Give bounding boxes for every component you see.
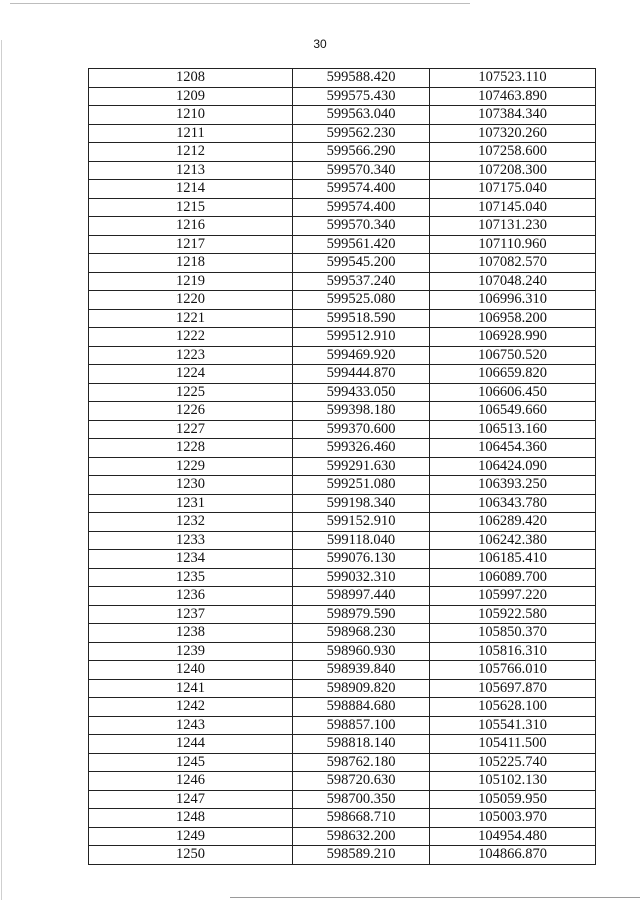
x-coordinate-cell: 599563.040: [293, 106, 430, 125]
table-row: [89, 143, 596, 162]
y-coordinate-cell: 106289.420: [430, 513, 596, 532]
y-coordinate-cell: 104866.870: [430, 846, 596, 865]
scan-edge-bottom: [230, 897, 640, 898]
x-coordinate-cell: 599152.910: [293, 513, 430, 532]
table-row: [89, 365, 596, 384]
coordinates-table-body: [89, 69, 596, 865]
x-coordinate-cell: 599118.040: [293, 531, 430, 550]
point-number-cell: 1212: [89, 143, 293, 162]
x-coordinate-cell: 599433.050: [293, 383, 430, 402]
table-row: [89, 457, 596, 476]
table-row: [89, 402, 596, 421]
y-coordinate-cell: 107175.040: [430, 180, 596, 199]
table-row: [89, 328, 596, 347]
x-coordinate-cell: 599566.290: [293, 143, 430, 162]
y-coordinate-cell: 105922.580: [430, 605, 596, 624]
x-coordinate-cell: 599469.920: [293, 346, 430, 365]
x-coordinate-cell: 599561.420: [293, 235, 430, 254]
x-coordinate-cell: 599251.080: [293, 476, 430, 495]
point-number-cell: 1240: [89, 661, 293, 680]
y-coordinate-cell: 105225.740: [430, 753, 596, 772]
coordinates-table: [88, 68, 596, 865]
y-coordinate-cell: 106549.660: [430, 402, 596, 421]
scan-edge-top: [10, 3, 470, 4]
x-coordinate-cell: 598884.680: [293, 698, 430, 717]
x-coordinate-cell: 599444.870: [293, 365, 430, 384]
x-coordinate-cell: 599076.130: [293, 550, 430, 569]
table-row: [89, 346, 596, 365]
y-coordinate-cell: 107523.110: [430, 69, 596, 88]
y-coordinate-cell: 105541.310: [430, 716, 596, 735]
y-coordinate-cell: 105628.100: [430, 698, 596, 717]
table-row: [89, 753, 596, 772]
table-row: [89, 217, 596, 236]
point-number-cell: 1213: [89, 161, 293, 180]
x-coordinate-cell: 599588.420: [293, 69, 430, 88]
x-coordinate-cell: 598909.820: [293, 679, 430, 698]
y-coordinate-cell: 106242.380: [430, 531, 596, 550]
y-coordinate-cell: 106424.090: [430, 457, 596, 476]
table-row: [89, 291, 596, 310]
x-coordinate-cell: 599562.230: [293, 124, 430, 143]
point-number-cell: 1227: [89, 420, 293, 439]
point-number-cell: 1238: [89, 624, 293, 643]
y-coordinate-cell: 105766.010: [430, 661, 596, 680]
point-number-cell: 1217: [89, 235, 293, 254]
point-number-cell: 1247: [89, 790, 293, 809]
point-number-cell: 1226: [89, 402, 293, 421]
point-number-cell: 1214: [89, 180, 293, 199]
point-number-cell: 1239: [89, 642, 293, 661]
point-number-cell: 1209: [89, 87, 293, 106]
table-row: [89, 568, 596, 587]
x-coordinate-cell: 598632.200: [293, 827, 430, 846]
table-row: [89, 624, 596, 643]
table-row: [89, 161, 596, 180]
y-coordinate-cell: 107145.040: [430, 198, 596, 217]
table-row: [89, 661, 596, 680]
y-coordinate-cell: 106343.780: [430, 494, 596, 513]
point-number-cell: 1211: [89, 124, 293, 143]
y-coordinate-cell: 105411.500: [430, 735, 596, 754]
table-row: [89, 69, 596, 88]
table-row: [89, 476, 596, 495]
table-row: [89, 550, 596, 569]
table-row: [89, 846, 596, 865]
y-coordinate-cell: 105997.220: [430, 587, 596, 606]
point-number-cell: 1229: [89, 457, 293, 476]
y-coordinate-cell: 105102.130: [430, 772, 596, 791]
y-coordinate-cell: 107110.960: [430, 235, 596, 254]
page-number: 30: [313, 37, 327, 51]
table-row: [89, 494, 596, 513]
y-coordinate-cell: 106958.200: [430, 309, 596, 328]
y-coordinate-cell: 106185.410: [430, 550, 596, 569]
point-number-cell: 1242: [89, 698, 293, 717]
y-coordinate-cell: 107048.240: [430, 272, 596, 291]
y-coordinate-cell: 105816.310: [430, 642, 596, 661]
x-coordinate-cell: 598720.630: [293, 772, 430, 791]
y-coordinate-cell: 107463.890: [430, 87, 596, 106]
point-number-cell: 1230: [89, 476, 293, 495]
x-coordinate-cell: 598818.140: [293, 735, 430, 754]
y-coordinate-cell: 105697.870: [430, 679, 596, 698]
y-coordinate-cell: 106089.700: [430, 568, 596, 587]
y-coordinate-cell: 106996.310: [430, 291, 596, 310]
x-coordinate-cell: 599537.240: [293, 272, 430, 291]
x-coordinate-cell: 599570.340: [293, 161, 430, 180]
x-coordinate-cell: 598997.440: [293, 587, 430, 606]
table-row: [89, 254, 596, 273]
table-row: [89, 587, 596, 606]
y-coordinate-cell: 107131.230: [430, 217, 596, 236]
y-coordinate-cell: 107384.340: [430, 106, 596, 125]
point-number-cell: 1228: [89, 439, 293, 458]
point-number-cell: 1249: [89, 827, 293, 846]
point-number-cell: 1210: [89, 106, 293, 125]
y-coordinate-cell: 104954.480: [430, 827, 596, 846]
x-coordinate-cell: 599032.310: [293, 568, 430, 587]
point-number-cell: 1236: [89, 587, 293, 606]
y-coordinate-cell: 106606.450: [430, 383, 596, 402]
table-row: [89, 235, 596, 254]
table-row: [89, 106, 596, 125]
x-coordinate-cell: 598700.350: [293, 790, 430, 809]
table-row: [89, 420, 596, 439]
point-number-cell: 1221: [89, 309, 293, 328]
table-row: [89, 827, 596, 846]
x-coordinate-cell: 599525.080: [293, 291, 430, 310]
y-coordinate-cell: 106454.360: [430, 439, 596, 458]
y-coordinate-cell: 106393.250: [430, 476, 596, 495]
table-row: [89, 439, 596, 458]
point-number-cell: 1219: [89, 272, 293, 291]
table-row: [89, 642, 596, 661]
point-number-cell: 1218: [89, 254, 293, 273]
x-coordinate-cell: 599326.460: [293, 439, 430, 458]
y-coordinate-cell: 107208.300: [430, 161, 596, 180]
point-number-cell: 1235: [89, 568, 293, 587]
table-row: [89, 309, 596, 328]
x-coordinate-cell: 599291.630: [293, 457, 430, 476]
scan-edge-left: [1, 40, 2, 900]
y-coordinate-cell: 107258.600: [430, 143, 596, 162]
point-number-cell: 1220: [89, 291, 293, 310]
table-row: [89, 790, 596, 809]
point-number-cell: 1224: [89, 365, 293, 384]
table-row: [89, 383, 596, 402]
y-coordinate-cell: 106659.820: [430, 365, 596, 384]
point-number-cell: 1232: [89, 513, 293, 532]
table-row: [89, 716, 596, 735]
table-row: [89, 772, 596, 791]
table-row: [89, 513, 596, 532]
x-coordinate-cell: 598857.100: [293, 716, 430, 735]
point-number-cell: 1231: [89, 494, 293, 513]
x-coordinate-cell: 598979.590: [293, 605, 430, 624]
point-number-cell: 1248: [89, 809, 293, 828]
x-coordinate-cell: 599574.400: [293, 198, 430, 217]
point-number-cell: 1222: [89, 328, 293, 347]
x-coordinate-cell: 599518.590: [293, 309, 430, 328]
point-number-cell: 1234: [89, 550, 293, 569]
x-coordinate-cell: 598960.930: [293, 642, 430, 661]
point-number-cell: 1223: [89, 346, 293, 365]
x-coordinate-cell: 599398.180: [293, 402, 430, 421]
x-coordinate-cell: 599198.340: [293, 494, 430, 513]
y-coordinate-cell: 106928.990: [430, 328, 596, 347]
x-coordinate-cell: 598668.710: [293, 809, 430, 828]
point-number-cell: 1237: [89, 605, 293, 624]
y-coordinate-cell: 106750.520: [430, 346, 596, 365]
table-row: [89, 198, 596, 217]
x-coordinate-cell: 599545.200: [293, 254, 430, 273]
x-coordinate-cell: 599512.910: [293, 328, 430, 347]
table-row: [89, 679, 596, 698]
point-number-cell: 1208: [89, 69, 293, 88]
table-row: [89, 531, 596, 550]
y-coordinate-cell: 107320.260: [430, 124, 596, 143]
x-coordinate-cell: 598968.230: [293, 624, 430, 643]
point-number-cell: 1245: [89, 753, 293, 772]
table-row: [89, 180, 596, 199]
x-coordinate-cell: 598589.210: [293, 846, 430, 865]
table-row: [89, 124, 596, 143]
y-coordinate-cell: 105850.370: [430, 624, 596, 643]
point-number-cell: 1244: [89, 735, 293, 754]
y-coordinate-cell: 107082.570: [430, 254, 596, 273]
table-row: [89, 698, 596, 717]
point-number-cell: 1243: [89, 716, 293, 735]
point-number-cell: 1216: [89, 217, 293, 236]
x-coordinate-cell: 599575.430: [293, 87, 430, 106]
x-coordinate-cell: 598939.840: [293, 661, 430, 680]
x-coordinate-cell: 599574.400: [293, 180, 430, 199]
point-number-cell: 1250: [89, 846, 293, 865]
x-coordinate-cell: 598762.180: [293, 753, 430, 772]
y-coordinate-cell: 105003.970: [430, 809, 596, 828]
point-number-cell: 1233: [89, 531, 293, 550]
point-number-cell: 1246: [89, 772, 293, 791]
x-coordinate-cell: 599570.340: [293, 217, 430, 236]
point-number-cell: 1215: [89, 198, 293, 217]
table-row: [89, 272, 596, 291]
point-number-cell: 1225: [89, 383, 293, 402]
table-row: [89, 809, 596, 828]
table-row: [89, 87, 596, 106]
y-coordinate-cell: 106513.160: [430, 420, 596, 439]
x-coordinate-cell: 599370.600: [293, 420, 430, 439]
y-coordinate-cell: 105059.950: [430, 790, 596, 809]
table-row: [89, 605, 596, 624]
point-number-cell: 1241: [89, 679, 293, 698]
table-row: [89, 735, 596, 754]
